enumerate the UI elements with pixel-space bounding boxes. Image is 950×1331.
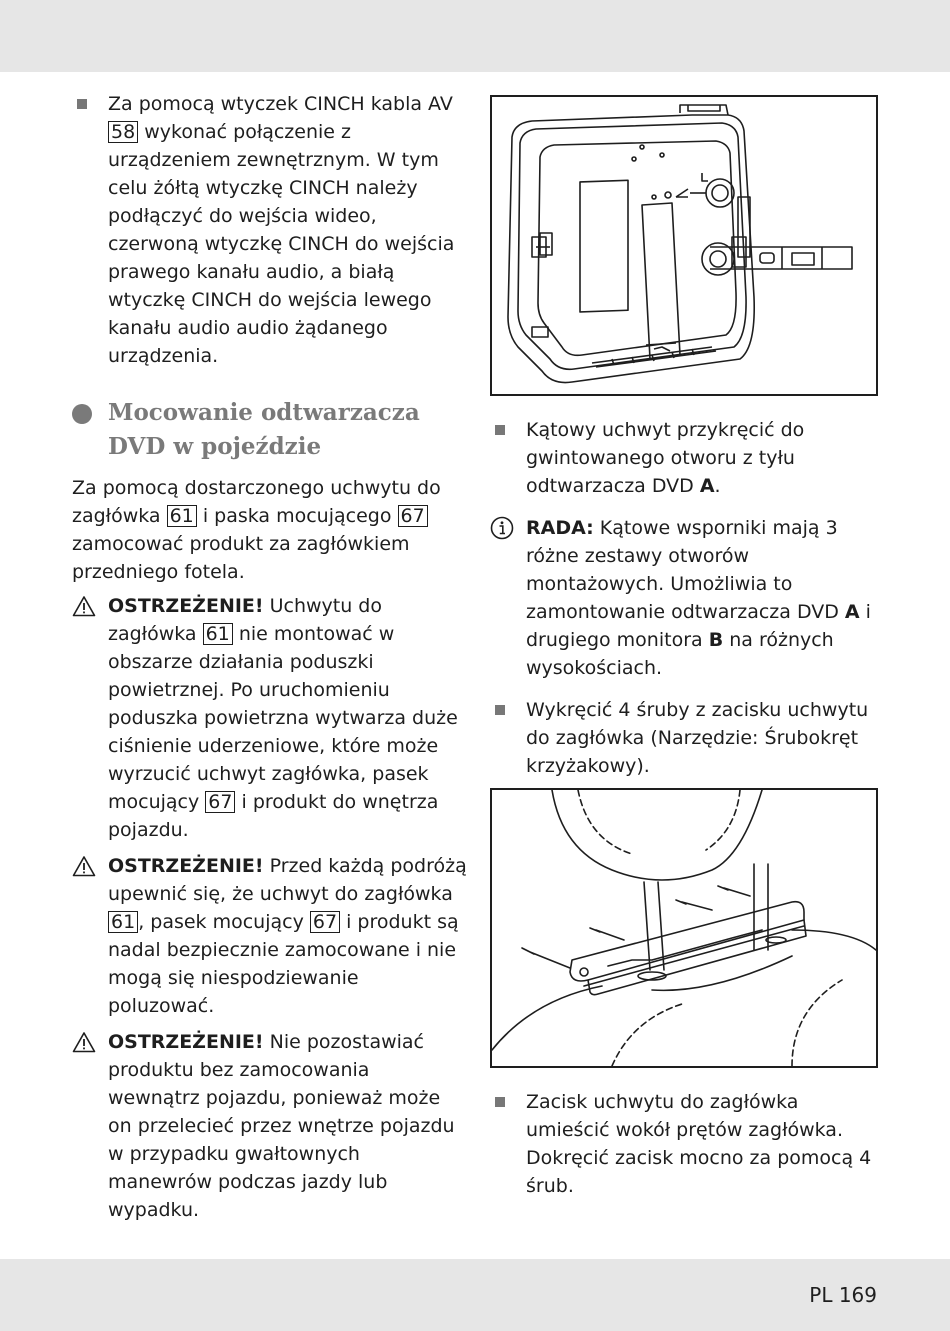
page-number: PL 169 [809, 1283, 877, 1307]
square-bullet-icon [77, 99, 87, 109]
square-bullet-icon [495, 1097, 505, 1107]
warning-label: OSTRZEŻENIE! [108, 855, 264, 877]
paragraph: RADA: Kątowe wsporniki mają 3 różne zestawy otworów montażowych. Umożliwia to zamontowanie odtwarzacza DVD A i drugiego monitora B na różnych wysokościach. [526, 517, 871, 679]
warning-label: OSTRZEŻENIE! [108, 595, 264, 617]
figure-dvd-back [490, 95, 878, 396]
list-item-place-clamp [490, 1088, 885, 1200]
reference-number: 67 [310, 911, 340, 933]
square-bullet-icon [495, 705, 505, 715]
paragraph: Za pomocą wtyczek CINCH kabla AV 58 wykonać połączenie z urządzeniem zewnętrznym. W tym celu żółtą wtyczkę CINCH należy podłączyć do wejścia wideo, czerwoną wtyczkę CINCH do wejścia prawego kanału audio, a białą wtyczkę CINCH do wejścia lewego kanału audio audio żądanego urządzenia. [108, 93, 455, 367]
tip-note [490, 514, 885, 682]
warning-airbag [72, 592, 467, 844]
paragraph: Kątowy uchwyt przykręcić do gwintowanego otworu z tyłu odtwarzacza DVD A. [526, 419, 805, 497]
reference-number: 61 [167, 505, 197, 527]
dvd-player-illustration [492, 97, 876, 394]
figure-headrest-clamp [490, 788, 878, 1068]
reference-number: 61 [108, 911, 138, 933]
reference-number: 67 [205, 791, 235, 813]
headrest-illustration [492, 790, 876, 1066]
paragraph: Zacisk uchwytu do zagłówka umieścić wokół prętów zagłówka. Dokręcić zacisk mocno za pomocą 4 śrub. [526, 1091, 872, 1197]
paragraph: OSTRZEŻENIE! Uchwytu do zagłówka 61 nie montować w obszarze działania poduszki powietrznej. Po uruchomieniu poduszka powietrzna wytwarza duże ciśnienie uderzeniowe, które może wyrzucić uchwyt zagłówka, pasek mocujący 67 i produkt do wnętrza pojazdu. [108, 595, 458, 841]
left-column [72, 90, 467, 1224]
paragraph: OSTRZEŻENIE! Przed każdą podróżą upewnić się, że uchwyt do zagłówka 61 , pasek mocujący 67 i produkt są nadal bezpiecznie zamocowane i nie mogą się niespodziewanie poluzować. [108, 855, 467, 1017]
warning-triangle-icon [72, 1031, 96, 1053]
warning-unsecured [72, 1028, 467, 1224]
circle-bullet-icon [72, 404, 92, 424]
reference-number: 67 [398, 505, 428, 527]
warning-before-trip [72, 852, 467, 1020]
warning-triangle-icon [72, 595, 96, 617]
top-band [0, 0, 950, 72]
list-item-cinch [72, 90, 467, 370]
list-item-angle-bracket [490, 416, 885, 500]
reference-number: 61 [203, 623, 233, 645]
warning-label: OSTRZEŻENIE! [108, 1031, 264, 1053]
tip-label: RADA: [526, 517, 594, 539]
warning-triangle-icon [72, 855, 96, 877]
square-bullet-icon [495, 425, 505, 435]
section-heading: Mocowanie odtwarzacza DVD w pojeździe [72, 396, 467, 464]
paragraph: Wykręcić 4 śruby z zacisku uchwytu do zagłówka (Narzędzie: Śrubokręt krzyżakowy). [526, 699, 869, 777]
list-item-unscrew [490, 696, 885, 780]
paragraph: OSTRZEŻENIE! Nie pozostawiać produktu bez zamocowania wewnątrz pojazdu, ponieważ może on przelecieć przez wnętrze pojazdu w przypadku gwałtownych manewrów podczas jazdy lub wypadku. [108, 1031, 455, 1221]
reference-number: 58 [108, 121, 138, 143]
right-column [490, 95, 885, 1200]
intro-paragraph: Za pomocą dostarczonego uchwytu do zagłówka 61 i paska mocującego 67 zamocować produkt za zagłówkiem przedniego fotela. [72, 477, 441, 583]
info-circle-icon [490, 516, 514, 540]
bottom-band [0, 1259, 950, 1331]
